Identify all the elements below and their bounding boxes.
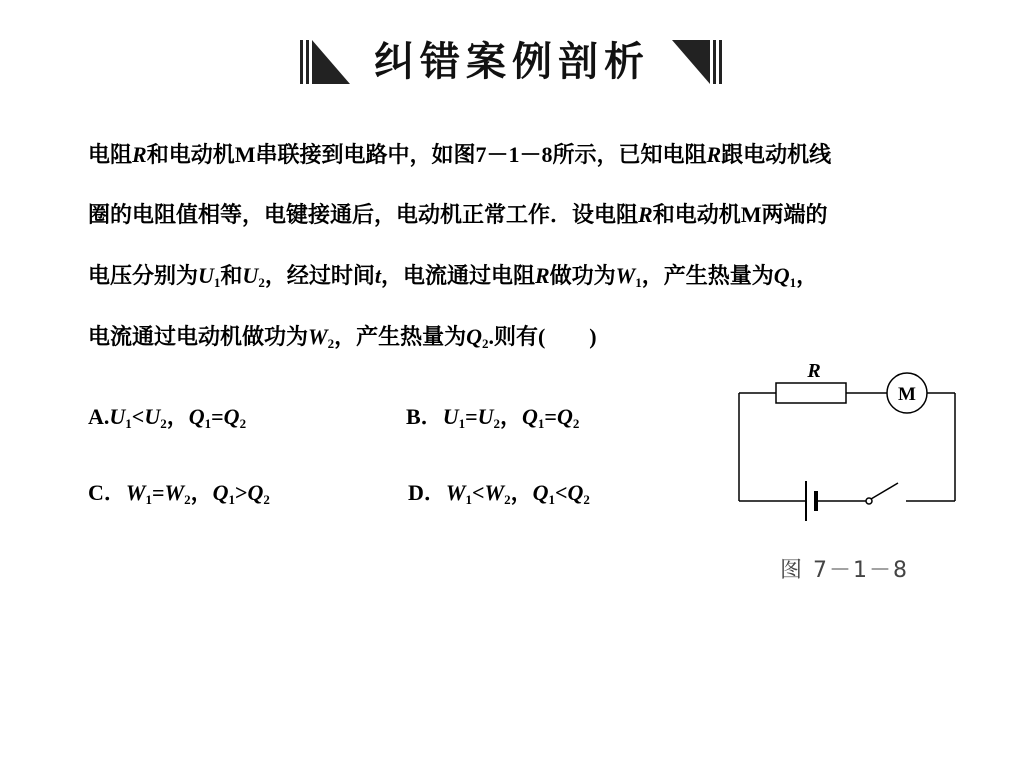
subscript: 1 [213,275,221,290]
question-line-4 [88,322,597,352]
text: 跟电动机线 [721,142,832,167]
var-W: W [615,263,636,288]
subscript: 1 [537,416,545,431]
text: 和 [220,263,243,288]
option-b[interactable] [406,402,579,432]
subscript: 1 [204,416,212,431]
var-t: t [374,263,381,288]
var: U [442,404,459,429]
var-Q: Q [773,263,790,288]
subscript: 1 [228,492,235,507]
text: ，电流通过电阻 [380,263,535,288]
var-U: U [198,263,214,288]
text: .则有( ) [488,324,597,349]
option-c[interactable] [88,478,270,508]
operator: > [234,480,248,505]
subscript: 2 [239,416,247,431]
var-R: R [638,202,653,227]
subscript: 2 [493,416,501,431]
var: W [164,480,185,505]
text: 圈的电阻值相等，电键接通后，电动机正常工作．设电阻 [88,202,639,227]
subscript: 1 [548,492,555,507]
separator: ， [510,480,533,505]
var-R: R [132,142,147,167]
subscript: 1 [145,492,152,507]
resistor-label: R [807,360,821,382]
option-label: D． [408,480,446,505]
var: U [477,404,494,429]
motor-label: M [898,384,916,405]
operator: = [544,404,557,429]
separator: ， [166,404,189,429]
option-label: B． [406,404,443,429]
option-a[interactable] [88,402,246,432]
var-R: R [534,263,550,288]
circuit-diagram [730,355,970,535]
text: 电流通过电动机做功为 [88,324,309,349]
var: Q [212,480,229,505]
subscript: 2 [184,492,191,507]
subscript: 1 [635,275,642,290]
var: Q [223,404,240,429]
var: Q [188,404,205,429]
subscript: 2 [481,336,489,351]
var-R: R [706,142,722,167]
subscript: 2 [504,492,511,507]
resistor [776,383,846,403]
text: ，经过时间 [264,263,375,288]
var: W [125,480,146,505]
var: U [109,404,126,429]
var: Q [556,404,573,429]
question-line-2 [88,200,827,230]
subscript: 2 [263,492,270,507]
var: W [484,480,505,505]
var-U: U [242,263,259,288]
switch-blade [871,483,898,499]
operator: = [465,404,478,429]
subscript: 2 [583,492,590,507]
text: ，产生热量为 [641,263,774,288]
separator: ， [500,404,523,429]
text: 做功为 [549,263,616,288]
var: Q [567,480,584,505]
subscript: 1 [458,416,466,431]
text: ， [796,263,819,288]
subscript: 2 [327,336,335,351]
text: 电压分别为 [88,263,199,288]
subscript: 2 [258,275,265,290]
text: 和电动机M两端的 [652,202,828,227]
operator: < [554,480,568,505]
option-label: C． [88,480,126,505]
subscript: 1 [789,275,797,290]
text: ，产生热量为 [334,324,467,349]
banner-title: 纠错案例剖析 [374,39,650,85]
var-Q: Q [466,324,482,349]
question-line-1 [88,140,831,170]
var: Q [532,480,549,505]
text: 电阻 [88,142,133,167]
text: 和电动机M串联接到电路中，如图7－1－8所示，已知电阻 [146,142,707,167]
separator: ， [190,480,213,505]
subscript: 1 [125,416,132,431]
operator: = [211,404,224,429]
var: Q [522,404,538,429]
var-W: W [308,324,328,349]
subscript: 2 [572,416,580,431]
operator: < [471,480,485,505]
operator: = [151,480,165,505]
figure-caption: 图 7－1－8 [780,558,909,583]
option-label: A. [88,404,110,429]
subscript: 2 [160,416,167,431]
subscript: 1 [465,492,472,507]
option-d[interactable] [408,478,590,508]
section-banner [296,34,726,90]
operator: < [131,404,145,429]
var: Q [247,480,264,505]
question-line-3 [88,261,818,291]
var: U [144,404,161,429]
var: W [445,480,466,505]
